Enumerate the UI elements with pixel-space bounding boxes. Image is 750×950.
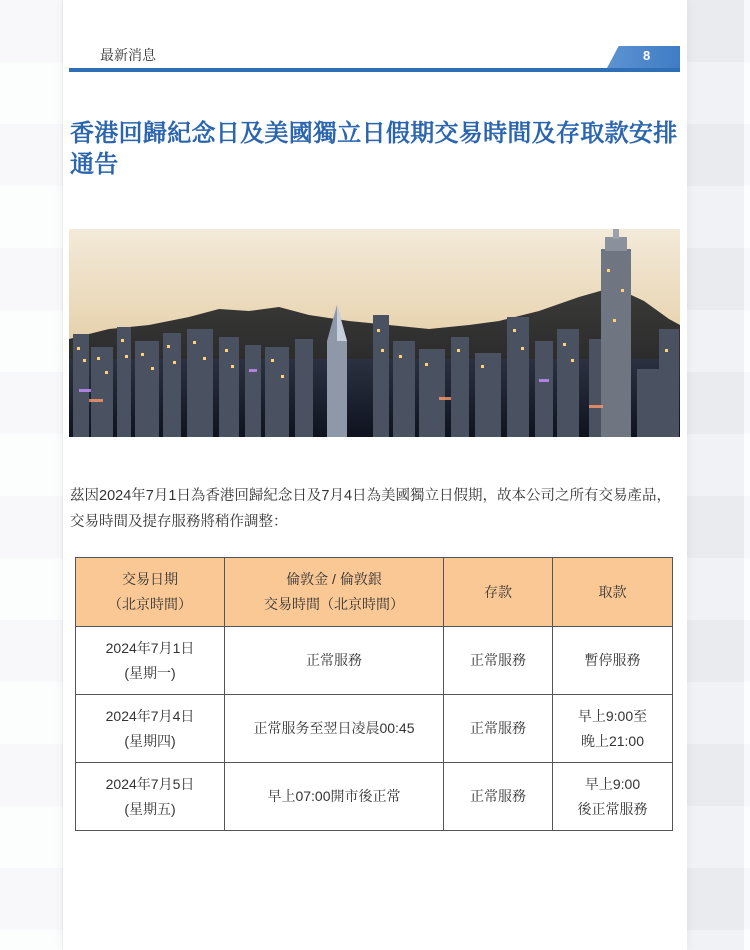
page-number: 8	[643, 48, 651, 63]
hong-kong-skyline-image	[69, 229, 680, 437]
header-trading-hours	[225, 558, 444, 627]
intro-paragraph: 茲因2024年7月1日為香港回歸紀念日及7月4日為美國獨立日假期，故本公司之所有交易產品，交易時間及提存服務將稍作調整：	[70, 488, 672, 530]
cell-line: 晚上21:00	[580, 732, 645, 749]
page-title: 香港回歸紀念日及美國獨立日假期交易時間及存取款安排通告	[70, 120, 678, 178]
header-withdrawal	[553, 558, 673, 627]
cell-line: 後正常服務	[577, 800, 648, 817]
cell-deposit	[444, 695, 553, 763]
cell-line: 正常服務	[470, 788, 526, 804]
cell-trading	[225, 695, 444, 763]
table-header-row	[76, 558, 673, 627]
header-rule	[69, 68, 680, 72]
cell-date	[76, 695, 225, 763]
header-date	[76, 558, 225, 627]
cell-trading	[225, 763, 444, 831]
cell-line: (星期一)	[124, 664, 176, 681]
cell-line: 正常服务至翌日凌晨00:45	[253, 720, 415, 736]
header-deposit-label: 存款	[484, 583, 512, 600]
cell-trading	[225, 627, 444, 695]
section-label: 最新消息	[100, 47, 156, 63]
trading-schedule-table	[75, 557, 673, 831]
header-withdrawal-label: 取款	[598, 583, 627, 600]
cell-withdrawal	[553, 763, 673, 831]
cell-deposit	[444, 627, 553, 695]
cell-line: 2024年7月5日	[105, 775, 195, 792]
cell-withdrawal	[553, 627, 673, 695]
cell-line: 暫停服務	[584, 652, 641, 668]
document-page	[63, 0, 687, 950]
table-row	[76, 695, 673, 763]
cell-date	[76, 627, 225, 695]
header-deposit	[444, 558, 553, 627]
cell-line: 正常服務	[470, 720, 526, 736]
header-date-line: 交易日期	[122, 571, 178, 587]
cell-line: 正常服務	[306, 652, 362, 668]
cell-line: 早上9:00至	[577, 707, 648, 724]
cell-line: 早上9:00	[584, 775, 641, 792]
cell-line: 正常服務	[470, 652, 526, 668]
header-trading-line: 交易時間（北京時間）	[264, 596, 404, 612]
cell-line: 2024年7月1日	[105, 639, 195, 656]
cell-line: (星期五)	[124, 800, 176, 817]
header-trading-line: 倫敦金 / 倫敦銀	[286, 571, 382, 587]
table-row	[76, 763, 673, 831]
cell-line: 2024年7月4日	[105, 707, 195, 724]
header-date-line: （北京時間）	[108, 596, 192, 612]
cell-date	[76, 763, 225, 831]
table-row	[76, 627, 673, 695]
cell-line: (星期四)	[124, 732, 176, 749]
cell-line: 早上07:00開市後正常	[267, 788, 401, 804]
cell-withdrawal	[553, 695, 673, 763]
cell-deposit	[444, 763, 553, 831]
